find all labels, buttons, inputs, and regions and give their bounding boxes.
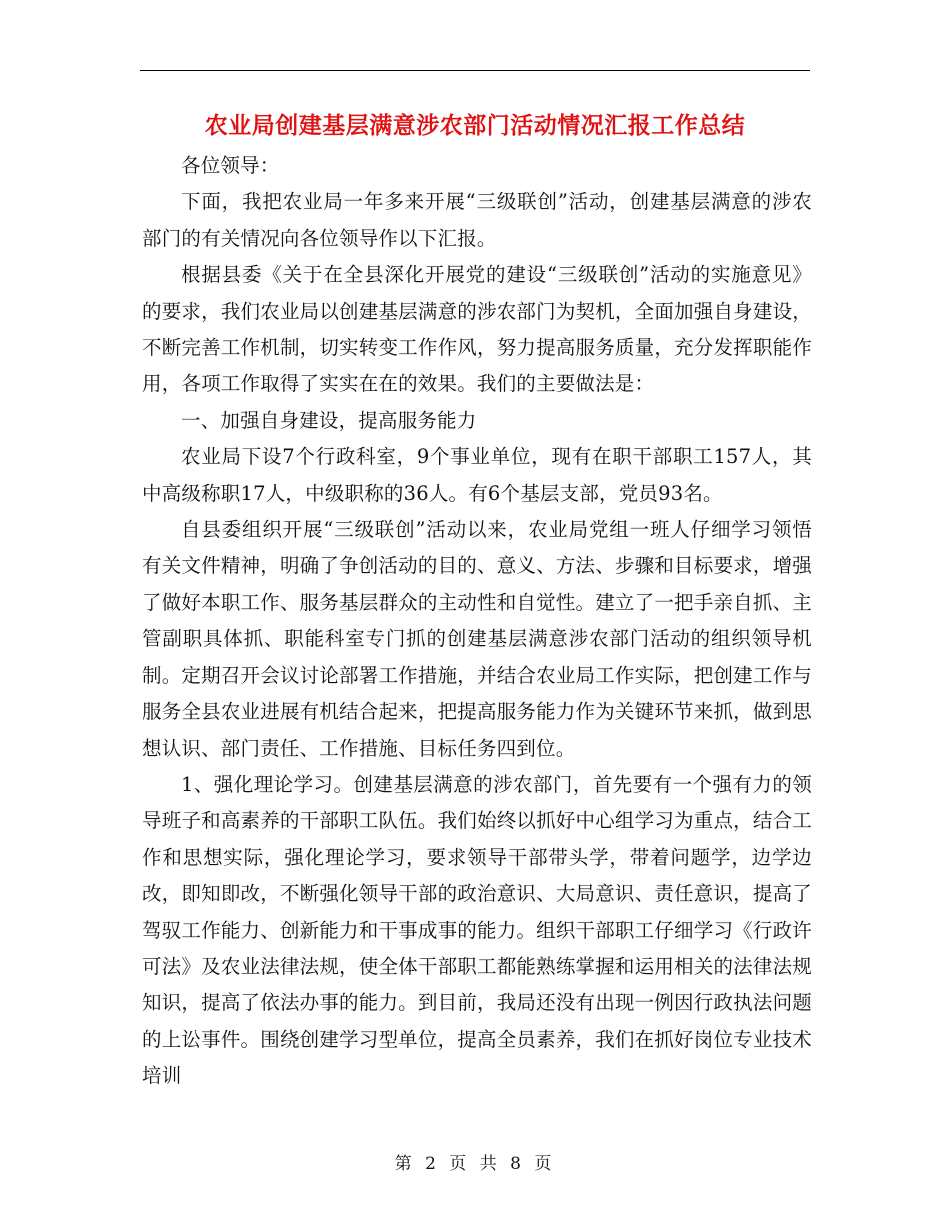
- paragraph-intro: 下面，我把农业局一年多来开展“三级联创”活动，创建基层满意的涉农部门的有关情况向各位领导作以下汇报。: [142, 190, 812, 250]
- paragraph-background: 根据县委《关于在全县深化开展党的建设“三级联创”活动的实施意见》的要求，我们农业局以创建基层满意的涉农部门为契机，全面加强自身建设，不断完善工作机制，切实转变工作作风，努力提高服务质量，充分发挥职能作用，各项工作取得了实实在在的效果。我们的主要做法是：: [142, 263, 812, 396]
- section-heading-1: 一、加强自身建设，提高服务能力: [181, 408, 477, 432]
- paragraph-theory-study: 1、强化理论学习。创建基层满意的涉农部门，首先要有一个强有力的领导班子和高素养的干部职工队伍。我们始终以抓好中心组学习为重点，结合工作和思想实际，强化理论学习，要求领导干部带头学，带着问题学，边学边改，即知即改，不断强化领导干部的政治意识、大局意识、责任意识，提高了驾驭工作能力、创新能力和干事成事的能力。组织干部职工仔细学习《行政许可法》及农业法律法规，使全体干部职工都能熟练掌握和运用相关的法律法规知识，提高了依法办事的能力。到目前，我局还没有出现一例因行政执法问题的上讼事件。围绕创建学习型单位，提高全员素养，我们在抓好岗位专业技术培训: [142, 772, 812, 1088]
- page-number-footer: 第 2 页 共 8 页: [394, 1154, 556, 1174]
- header-rule: [140, 70, 810, 71]
- document-body: [142, 148, 812, 1095]
- paragraph-salutation: 各位领导：: [181, 154, 280, 177]
- paragraph-organization: 自县委组织开展“三级联创”活动以来，农业局党组一班人仔细学习领悟有关文件精神，明确了争创活动的目的、意义、方法、步骤和目标要求，增强了做好本职工作、服务基层群众的主动性和自觉性。建立了一把手亲自抓、主管副职具体抓、职能科室专门抓的创建基层满意涉农部门活动的组织领导机制。定期召开会议讨论部署工作措施，并结合农业局工作实际，把创建工作与服务全县农业进展有机结合起来，把提高服务能力作为关键环节来抓，做到思想认识、部门责任、工作措施、目标任务四到位。: [142, 518, 812, 760]
- document-title: 农业局创建基层满意涉农部门活动情况汇报工作总结: [204, 112, 746, 139]
- paragraph-staffing: 农业局下设7个行政科室，9个事业单位，现有在职干部职工157人，其中高级称职17人，中级职称的36人。有6个基层支部，党员93名。: [142, 445, 812, 505]
